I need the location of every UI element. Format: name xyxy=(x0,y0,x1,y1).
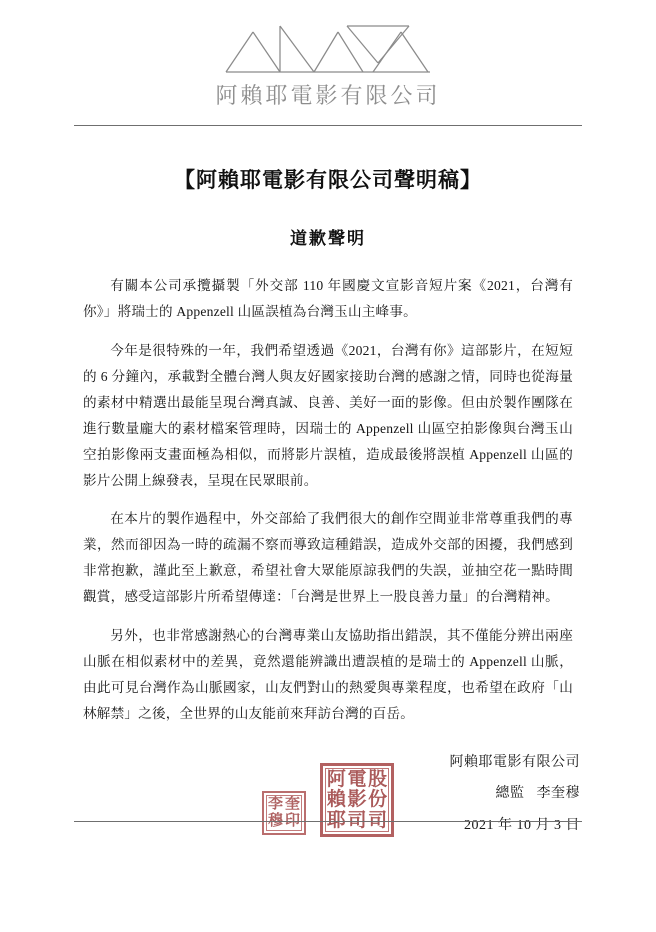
signature-role: 總監 xyxy=(495,786,525,802)
seal-glyph: 耶 xyxy=(326,810,346,832)
paragraph: 有關本公司承攬攝製「外交部 110 年國慶文宣影音短片案《2021，台灣有你》」將瑞士的 Appenzell 山區誤植為台灣玉山主峰事。 xyxy=(83,278,573,320)
signature-name: 李奎穆 xyxy=(536,786,580,802)
seal-glyph: 印 xyxy=(284,812,300,829)
document-body xyxy=(83,273,573,727)
seal-glyph: 司 xyxy=(368,810,388,832)
paragraph: 今年是很特殊的一年，我們希望透過《2021，台灣有你》這部影片，在短短的 6 分鐘內，承載對全體台灣人與友好國家接助台灣的感謝之情，同時也從海量的素材中精選出最能呈現台灣真誠、良善、美好一面的影像。但由於製作團隊在進行數量龐大的素材檔案管理時，因瑞士的 Appenzell 山區空拍影像與台灣玉山空拍影像兩支畫面極為相似，而將影片誤植，造成最後將誤植 Appenzell 山區的影片公開上線發表，呈現在民眾眼前。 xyxy=(83,342,573,489)
seal-group xyxy=(262,759,402,859)
seal-glyph: 股 xyxy=(368,768,388,790)
seal-glyph: 賴 xyxy=(326,789,346,811)
footer-divider-wrap xyxy=(0,821,656,822)
signature-role-name xyxy=(450,778,581,810)
signature-block xyxy=(0,747,656,867)
seal-glyph: 電 xyxy=(347,768,367,790)
paragraph: 另外，也非常感謝熱心的台灣專業山友協助指出錯誤，其不僅能分辨出兩座山脈在相似素材中的差異，竟然還能辨識出遭誤植的是瑞士的 Appenzell 山脈，由此可見台灣作為山脈國家，山友們對山的熱愛與專業程度，也希望在政府「山林解禁」之後，全世界的山友能前來拜訪台灣的百岳。 xyxy=(83,627,573,721)
triangle-mountain-logo-icon xyxy=(223,22,433,76)
seal-glyph: 阿 xyxy=(326,768,346,790)
seal-glyph: 穆 xyxy=(267,812,283,829)
page-title: 【阿賴耶電影有限公司聲明稿】 xyxy=(174,168,482,193)
seal-glyph: 影 xyxy=(347,789,367,811)
paragraph: 在本片的製作過程中，外交部給了我們很大的創作空間並非常尊重我們的專業，然而卻因為一時的疏漏不察而導致這種錯誤，造成外交部的困擾，我們感到非常抱歉，謹此至上歉意，希望社會大眾能原諒我們的失誤，並抽空花一點時間觀賞，感受這部影片所希望傳達：「台灣是世界上一股良善力量」的台灣精神。 xyxy=(83,511,573,605)
footer-divider xyxy=(74,821,582,822)
seal-glyph: 司 xyxy=(347,810,367,832)
signature-date: 2021 年 10 月 3 日 xyxy=(464,817,580,833)
seal-glyph: 奎 xyxy=(284,795,300,812)
seal-glyph: 份 xyxy=(368,789,388,811)
header-divider xyxy=(74,125,582,126)
signature-lines xyxy=(450,747,581,842)
personal-seal xyxy=(262,791,306,835)
letterhead xyxy=(0,0,656,109)
company-seal xyxy=(320,763,394,837)
page-subtitle: 道歉聲明 xyxy=(290,229,366,249)
signature-company: 阿賴耶電影有限公司 xyxy=(449,754,580,770)
seal-glyph: 李 xyxy=(267,795,283,812)
letterhead-company-name: 阿賴耶電影有限公司 xyxy=(215,83,441,108)
